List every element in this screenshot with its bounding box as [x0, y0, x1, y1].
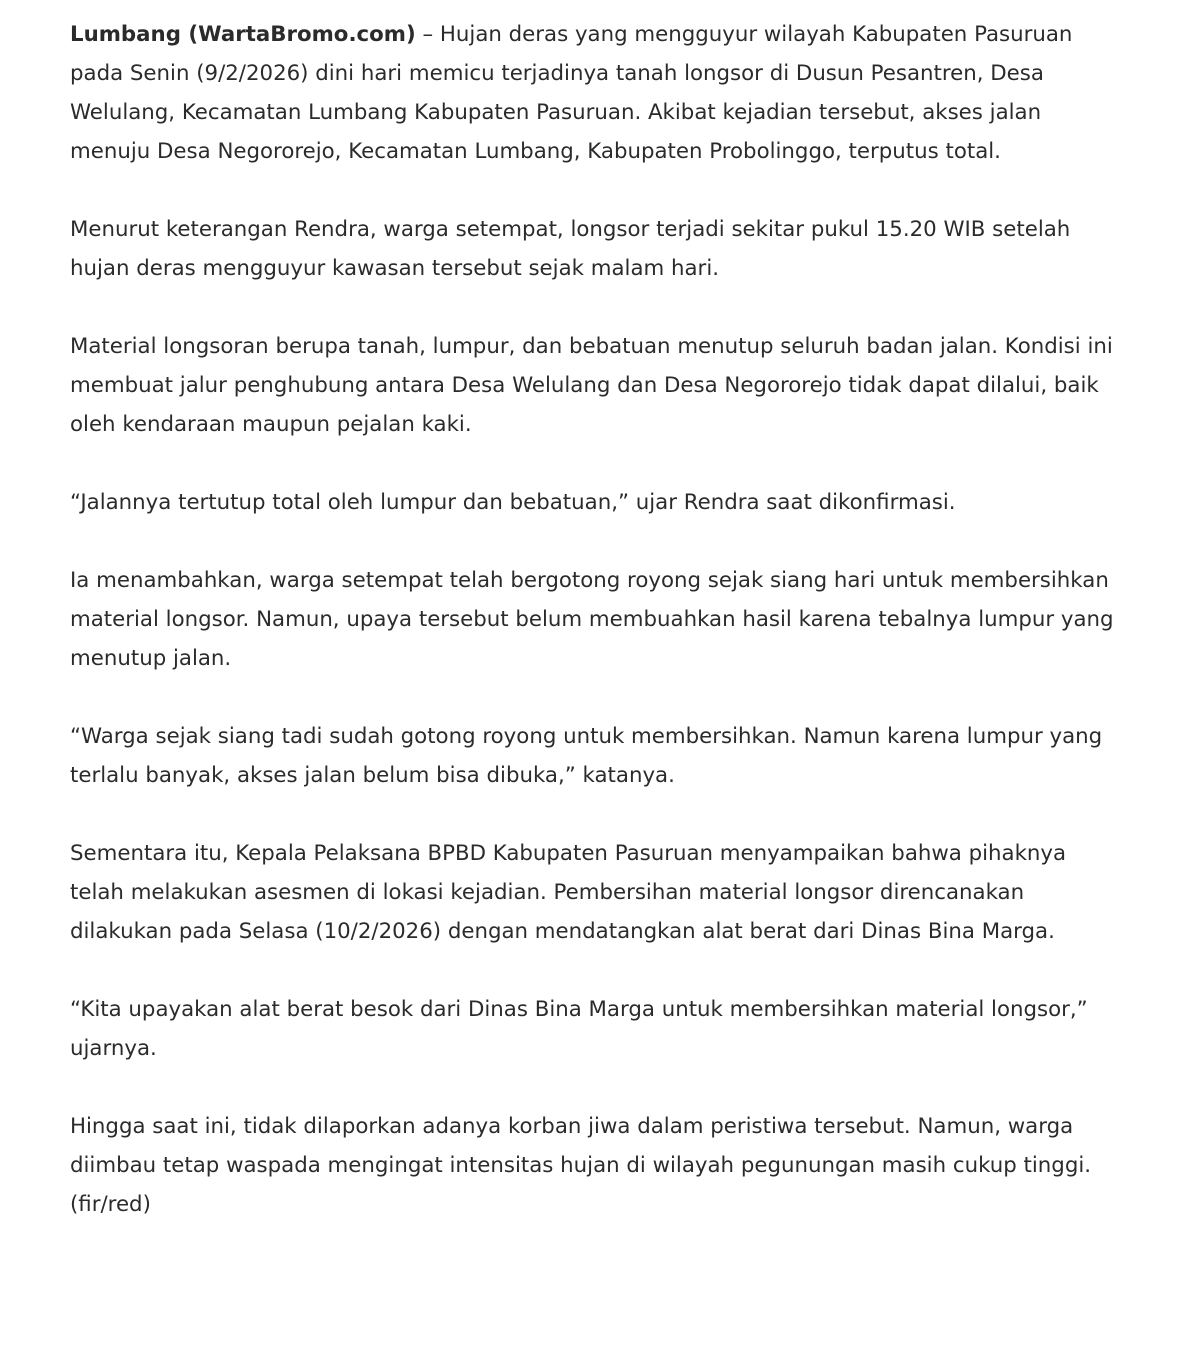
dateline: Lumbang (WartaBromo.com) [70, 22, 416, 47]
article-body [70, 15, 1120, 1224]
quote-bpbd: “Kita upayakan alat berat besok dari Dinas Bina Marga untuk membersihkan material longsor,” ujarnya. [70, 997, 1088, 1061]
quote-residents: “Warga sejak siang tadi sudah gotong royong untuk membersihkan. Namun karena lumpur yang terlalu banyak, akses jalan belum bisa dibuka,” katanya. [70, 724, 1103, 788]
paragraph-witness-account: Menurut keterangan Rendra, warga setempat, longsor terjadi sekitar pukul 15.20 WIB setelah hujan deras mengguyur kawasan tersebut sejak malam hari. [70, 217, 1071, 281]
paragraph-closing: Hingga saat ini, tidak dilaporkan adanya korban jiwa dalam peristiwa tersebut. Namun, warga diimbau tetap waspada mengingat intensitas hujan di wilayah pegunungan masih cukup tinggi. (fir/red) [70, 1114, 1092, 1217]
lead-paragraph [70, 15, 1120, 171]
paragraph-bpbd-assessment: Sementara itu, Kepala Pelaksana BPBD Kabupaten Pasuruan menyampaikan bahwa pihaknya telah melakukan asesmen di lokasi kejadian. Pembersihan material longsor direncanakan dilakukan pada Selasa (10/2/2026) dengan mendatangkan alat berat dari Dinas Bina Marga. [70, 841, 1067, 944]
lead-text: – Hujan deras yang mengguyur wilayah Kabupaten Pasuruan pada Senin (9/2/2026) dini hari memicu terjadinya tanah longsor di Dusun Pesantren, Desa Welulang, Kecamatan Lumbang Kabupaten Pasuruan. Akibat kejadian tersebut, akses jalan menuju Desa Negororejo, Kecamatan Lumbang, Kabupaten Probolinggo, terputus total. [70, 22, 1073, 164]
paragraph-landslide-material: Material longsoran berupa tanah, lumpur, dan bebatuan menutup seluruh badan jalan. Kondisi ini membuat jalur penghubung antara Desa Welulang dan Desa Negororejo tidak dapat dilalui, baik oleh kendaraan maupun pejalan kaki. [70, 334, 1113, 437]
paragraph-community-cleanup: Ia menambahkan, warga setempat telah bergotong royong sejak siang hari untuk membersihkan material longsor. Namun, upaya tersebut belum membuahkan hasil karena tebalnya lumpur yang menutup jalan. [70, 568, 1114, 671]
quote-rendra: “Jalannya tertutup total oleh lumpur dan bebatuan,” ujar Rendra saat dikonfirmasi. [70, 490, 956, 515]
